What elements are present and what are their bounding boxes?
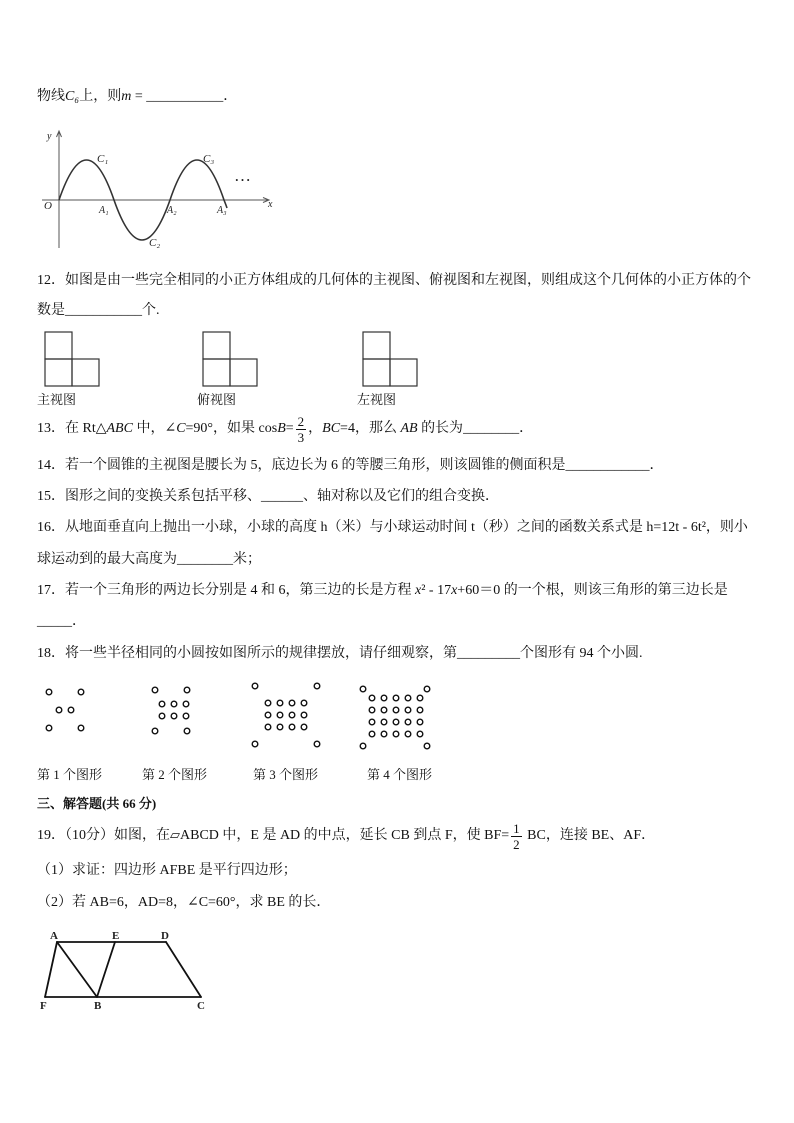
question-13 — [37, 413, 534, 445]
parallelogram-symbol: ▱ — [170, 828, 180, 843]
small-circle — [424, 743, 430, 749]
small-circle — [68, 707, 74, 713]
question-17-line-1 — [37, 581, 728, 601]
small-circle — [78, 689, 84, 695]
q16-text-1: 球运动到的最大高度为 — [37, 552, 177, 567]
small-circle — [171, 713, 177, 719]
small-circle — [252, 683, 258, 689]
small-circle — [424, 686, 430, 692]
small-circle — [289, 724, 295, 730]
point-label-b: B — [94, 1000, 102, 1012]
q13-angle-b: B — [277, 421, 286, 436]
small-circle — [381, 695, 387, 701]
q17-answer-blank: _____ — [37, 614, 72, 629]
small-circle — [46, 689, 52, 695]
small-circle — [159, 713, 165, 719]
question-19-part-2: （2）若 AB=6，AD=8，∠C=60°，求 BE 的长． — [37, 895, 331, 910]
question-12-line-2 — [37, 301, 160, 321]
small-circle — [369, 695, 375, 701]
small-circle — [289, 712, 295, 718]
pattern-figure-1 — [46, 689, 84, 731]
small-circle — [277, 712, 283, 718]
point-label-e: E — [112, 930, 120, 942]
small-circle — [183, 713, 189, 719]
small-circle — [314, 683, 320, 689]
small-circle — [152, 687, 158, 693]
small-circle — [277, 700, 283, 706]
q13-text-7: 的长为 — [417, 421, 464, 436]
circle-pattern-figures — [40, 680, 435, 752]
small-circle — [393, 719, 399, 725]
question-16-line-2 — [37, 550, 261, 570]
small-circle — [301, 700, 307, 706]
q19-fraction-denominator: 2 — [513, 836, 520, 852]
q14-answer-blank: ____________ — [565, 458, 650, 473]
question-19 — [37, 820, 656, 852]
q15-answer-blank: ______ — [261, 489, 303, 504]
q13-fraction-numerator: 2 — [297, 413, 305, 429]
curve-label-c2: C₂ — [149, 237, 161, 249]
q14-end: ． — [649, 458, 664, 473]
side-view-figure — [363, 332, 417, 386]
small-circle — [301, 724, 307, 730]
small-circle — [159, 701, 165, 707]
q17-variable-x: x — [415, 583, 422, 598]
q17-text-2: ² - 17 — [421, 583, 452, 598]
small-circle — [405, 719, 411, 725]
small-circle — [360, 743, 366, 749]
question-11-continuation — [37, 87, 237, 107]
small-circle — [381, 719, 387, 725]
curve-label-c3: C₃ — [203, 153, 215, 165]
point-label-d: D — [161, 930, 169, 942]
q12-answer-blank: ___________ — [65, 303, 142, 318]
q11-variable-m: m — [121, 89, 132, 104]
q13-text-4: = — [285, 421, 294, 436]
small-circle — [417, 731, 423, 737]
q13-text-8: ． — [519, 421, 534, 436]
cube-square — [230, 359, 257, 386]
side-view-label: 左视图 — [357, 392, 397, 407]
cube-square — [203, 332, 230, 359]
pattern-figure-3-label: 第 3 个图形 — [253, 767, 319, 782]
small-circle — [183, 701, 189, 707]
small-circle — [277, 724, 283, 730]
small-circle — [405, 707, 411, 713]
question-18 — [37, 644, 643, 664]
small-circle — [369, 707, 375, 713]
pattern-figure-4-label: 第 4 个图形 — [367, 767, 433, 782]
small-circle — [56, 707, 62, 713]
q17-text-1: 17．若一个三角形的两边长分别是 4 和 6，第三边的长是方程 — [37, 583, 415, 598]
q11-text-1: 物线 — [37, 89, 65, 104]
small-circle — [360, 686, 366, 692]
small-circle — [417, 707, 423, 713]
point-label-c: C — [197, 1000, 205, 1012]
segment-ab — [57, 942, 97, 997]
question-14 — [37, 456, 664, 476]
segment-af — [45, 942, 57, 997]
q13-side-bc: BC — [322, 421, 341, 436]
curve-label-c1: C₁ — [97, 153, 109, 165]
cube-square — [363, 332, 390, 359]
q13-text-2: 中，∠ — [132, 421, 177, 436]
q17-variable-x: x — [451, 583, 458, 598]
q18-text-2: 个图形有 94 个小圆. — [520, 646, 643, 661]
small-circle — [314, 741, 320, 747]
cube-square — [363, 359, 390, 386]
cube-square — [390, 359, 417, 386]
small-circle — [417, 719, 423, 725]
small-circle — [405, 731, 411, 737]
small-circle — [171, 701, 177, 707]
q19-text-3: BC，连接 BE、AF． — [523, 828, 656, 843]
origin-label: O — [44, 200, 52, 212]
small-circle — [78, 725, 84, 731]
top-view-figure — [203, 332, 257, 386]
q11-answer-blank: ___________ — [146, 89, 224, 104]
q13-text-1: 13．在 Rt△ — [37, 421, 107, 436]
cube-square — [45, 359, 72, 386]
parabola-graph — [30, 122, 280, 257]
question-12-line-1: 12．如图是由一些完全相同的小正方体组成的几何体的主视图、俯视图和左视图，则组成这个几何体的小正方体的个 — [37, 273, 751, 288]
q13-text-6: =4，那么 — [340, 421, 401, 436]
small-circle — [265, 724, 271, 730]
small-circle — [381, 731, 387, 737]
y-axis-label: y — [47, 131, 52, 142]
segment-eb — [97, 942, 115, 997]
q18-text-1: 18．将一些半径相同的小圆按如图所示的规律摆放，请仔细观察，第 — [37, 646, 457, 661]
q15-text-2: 、轴对称以及它们的组合变换． — [303, 489, 499, 504]
small-circle — [252, 741, 258, 747]
cube-square — [72, 359, 99, 386]
pattern-figure-3 — [252, 683, 320, 747]
small-circle — [184, 687, 190, 693]
small-circle — [265, 712, 271, 718]
q16-answer-blank: ________ — [177, 552, 233, 567]
q16-text-2: 米； — [233, 552, 261, 567]
pattern-figure-1-label: 第 1 个图形 — [37, 767, 103, 782]
q14-text: 14．若一个圆锥的主视图是腰长为 5，底边长为 6 的等腰三角形，则该圆锥的侧面积是 — [37, 458, 566, 473]
q11-text-2: 上，则 — [79, 89, 122, 104]
q11-text-3: = — [131, 89, 147, 104]
question-17-line-2 — [37, 612, 86, 632]
q13-fraction-denominator: 3 — [297, 429, 305, 445]
small-circle — [184, 728, 190, 734]
question-16-line-1: 16．从地面垂直向上抛出一小球，小球的高度 h（米）与小球运动时间 t（秒）之间的函数关系式是 h=12t - 6t²，则小 — [37, 520, 748, 535]
q13-side-ab: AB — [400, 421, 418, 436]
q13-triangle-name: ABC — [106, 421, 133, 436]
small-circle — [46, 725, 52, 731]
point-label-a2: A₂ — [167, 205, 177, 216]
front-view-figure — [45, 332, 99, 386]
small-circle — [417, 695, 423, 701]
pattern-figure-2 — [152, 687, 190, 734]
q19-fraction — [511, 822, 522, 851]
section-heading: 三、解答题(共 66 分) — [37, 796, 157, 811]
three-views-figure — [40, 328, 422, 390]
top-view-label: 俯视图 — [197, 392, 237, 407]
point-label-a3: A₃ — [217, 205, 227, 216]
q13-answer-blank: ________ — [463, 421, 520, 436]
parallelogram-figure — [35, 922, 210, 1014]
point-label-a1: A₁ — [99, 205, 109, 216]
q11-text-4: ． — [223, 89, 238, 104]
q17-text-3: +60＝0 的一个根，则该三角形的第三边长是 — [457, 583, 728, 598]
cube-square — [203, 359, 230, 386]
front-view-label: 主视图 — [37, 392, 77, 407]
q11-parabola-name: C₆ — [65, 89, 80, 104]
q15-text-1: 15．图形之间的变换关系包括平移、 — [37, 489, 261, 504]
small-circle — [289, 700, 295, 706]
q19-fraction-numerator: 1 — [513, 820, 520, 836]
q12-text-1: 数是 — [37, 303, 65, 318]
segment-dc — [166, 942, 201, 997]
q12-text-2: 个. — [142, 303, 160, 318]
q13-text-5: ， — [308, 421, 323, 436]
small-circle — [152, 728, 158, 734]
q13-fraction — [296, 415, 307, 444]
point-label-a: A — [50, 930, 58, 942]
small-circle — [405, 695, 411, 701]
small-circle — [369, 731, 375, 737]
small-circle — [381, 707, 387, 713]
small-circle — [393, 731, 399, 737]
small-circle — [369, 719, 375, 725]
x-axis-label: x — [268, 199, 273, 210]
pattern-figure-2-label: 第 2 个图形 — [142, 767, 208, 782]
pattern-figure-4 — [360, 686, 430, 749]
question-15 — [37, 487, 499, 507]
question-19-part-1: （1）求证：四边形 AFBE 是平行四边形； — [37, 863, 297, 878]
q18-answer-blank: _________ — [457, 646, 520, 661]
small-circle — [393, 707, 399, 713]
q19-text-2: ABCD 中，E 是 AD 的中点，延长 CB 到点 F，使 BF= — [180, 828, 510, 843]
q17-end: ． — [72, 614, 86, 629]
ellipsis-mark: … — [234, 166, 251, 185]
q13-angle-c: C — [176, 421, 186, 436]
small-circle — [301, 712, 307, 718]
small-circle — [265, 700, 271, 706]
small-circle — [393, 695, 399, 701]
cube-square — [45, 332, 72, 359]
q13-text-3: =90°，如果 cos — [185, 421, 278, 436]
q19-text-1: 19．（10分）如图，在 — [37, 828, 170, 843]
point-label-f: F — [40, 1000, 47, 1012]
